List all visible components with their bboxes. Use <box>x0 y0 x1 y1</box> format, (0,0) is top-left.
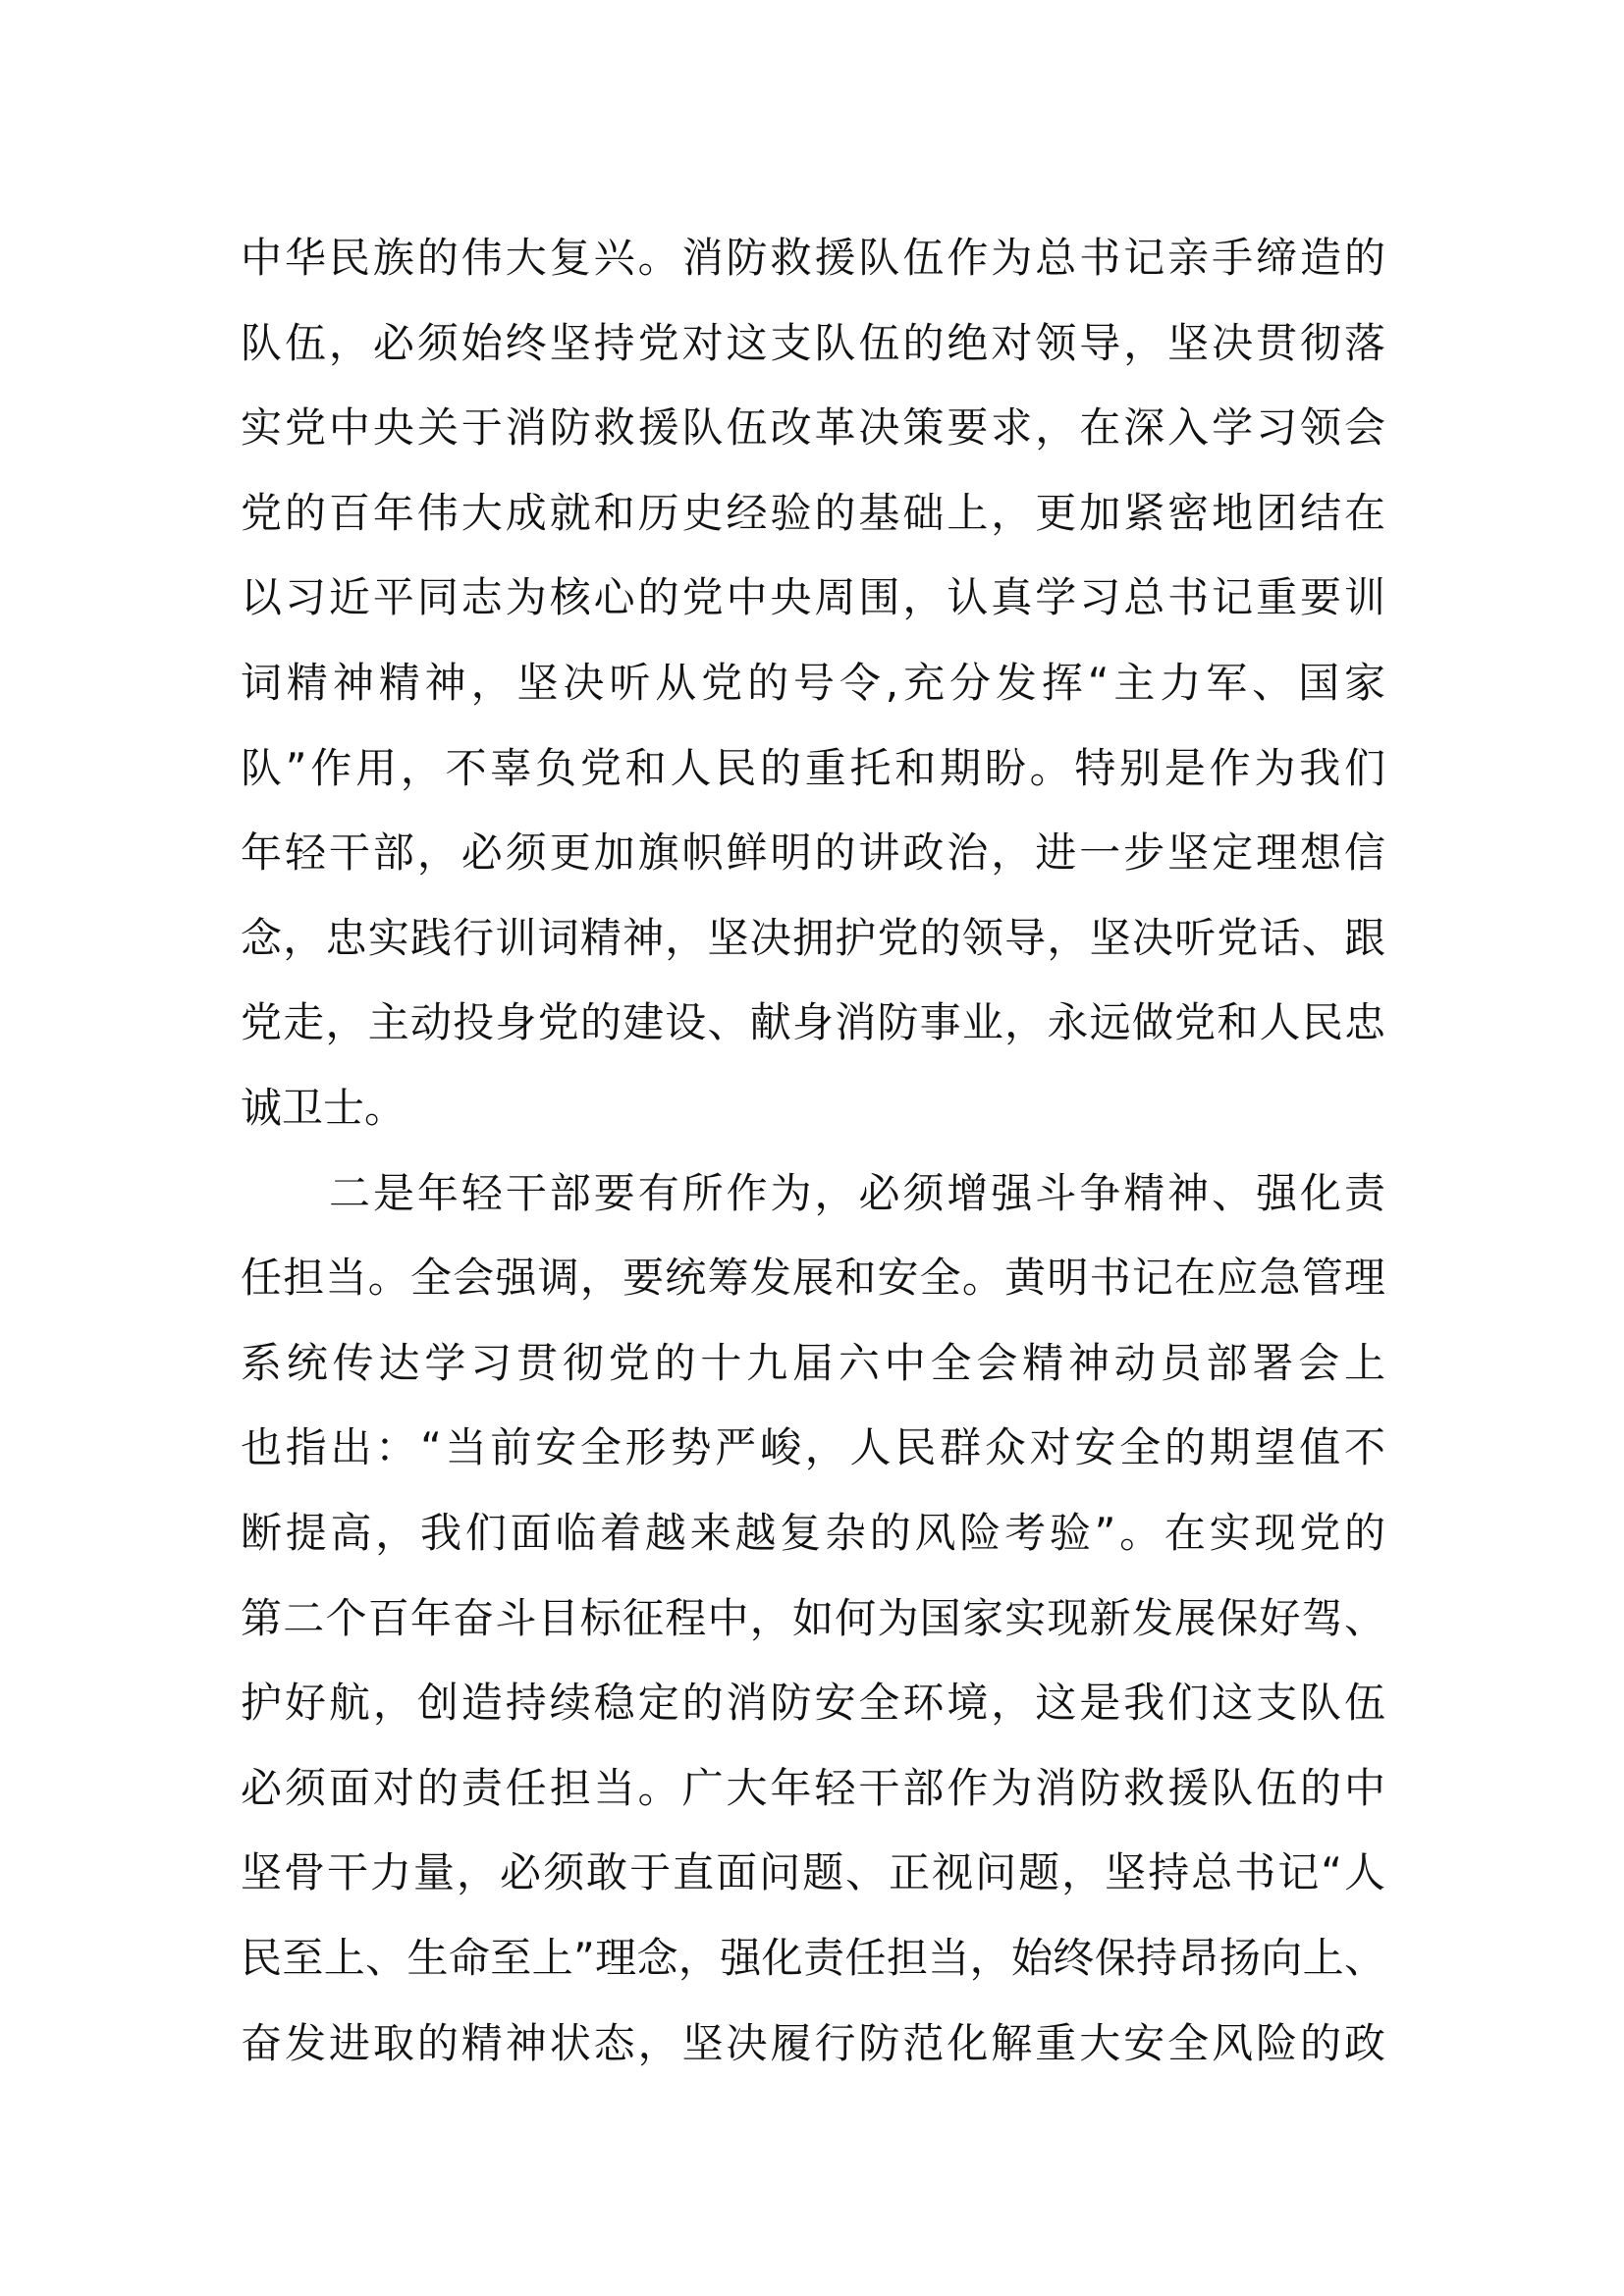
text-line: 必须面对的责任担当。广大年轻干部作为消防救援队伍的中 <box>241 1763 1385 1812</box>
text-line: 党走，主动投身党的建设、献身消防事业，永远做党和人民忠 <box>241 998 1385 1047</box>
text-line: 也指出：“当前安全形势严峻，人民群众对安全的期望值不 <box>241 1423 1385 1472</box>
text-line: 年轻干部，必须更加旗帜鲜明的讲政治，进一步坚定理想信 <box>241 828 1385 878</box>
text-line: 队伍，必须始终坚持党对这支队伍的绝对领导，坚决贯彻落 <box>241 318 1385 367</box>
text-line: 词精神精神，坚决听从党的号令,充分发挥“主力军、国家 <box>241 659 1385 707</box>
text-line: 诚卫士。 <box>241 1084 406 1132</box>
text-line: 任担当。全会强调，要统筹发展和安全。黄明书记在应急管理 <box>241 1254 1385 1303</box>
text-line: 念，忠实践行训词精神，坚决拥护党的领导，坚决听党话、跟 <box>241 913 1385 962</box>
text-line: 护好航，创造持续稳定的消防安全环境，这是我们这支队伍 <box>241 1679 1385 1728</box>
text-line: 中华民族的伟大复兴。消防救援队伍作为总书记亲手缔造的 <box>241 234 1385 282</box>
text-line: 民至上、生命至上”理念，强化责任担当，始终保持昂扬向上、 <box>241 1934 1385 1982</box>
text-line: 第二个百年奋斗目标征程中，如何为国家实现新发展保好驾、 <box>241 1593 1385 1642</box>
text-line: 断提高，我们面临着越来越复杂的风险考验”。在实现党的 <box>241 1509 1385 1557</box>
text-line: 以习近平同志为核心的党中央周围，认真学习总书记重要训 <box>241 573 1385 622</box>
text-line: 队”作用，不辜负党和人民的重托和期盼。特别是作为我们 <box>241 743 1385 792</box>
text-line: 坚骨干力量，必须敢于直面问题、正视问题，坚持总书记“人 <box>241 1848 1385 1897</box>
text-line: 实党中央关于消防救援队伍改革决策要求，在深入学习领会 <box>241 403 1385 453</box>
text-line: 二是年轻干部要有所作为，必须增强斗争精神、强化责 <box>329 1168 1385 1217</box>
text-line: 党的百年伟大成就和历史经验的基础上，更加紧密地团结在 <box>241 488 1385 537</box>
text-line: 系统传达学习贯彻党的十九届六中全会精神动员部署会上 <box>241 1338 1385 1387</box>
text-line: 奋发进取的精神状态，坚决履行防范化解重大安全风险的政 <box>241 2018 1385 2067</box>
